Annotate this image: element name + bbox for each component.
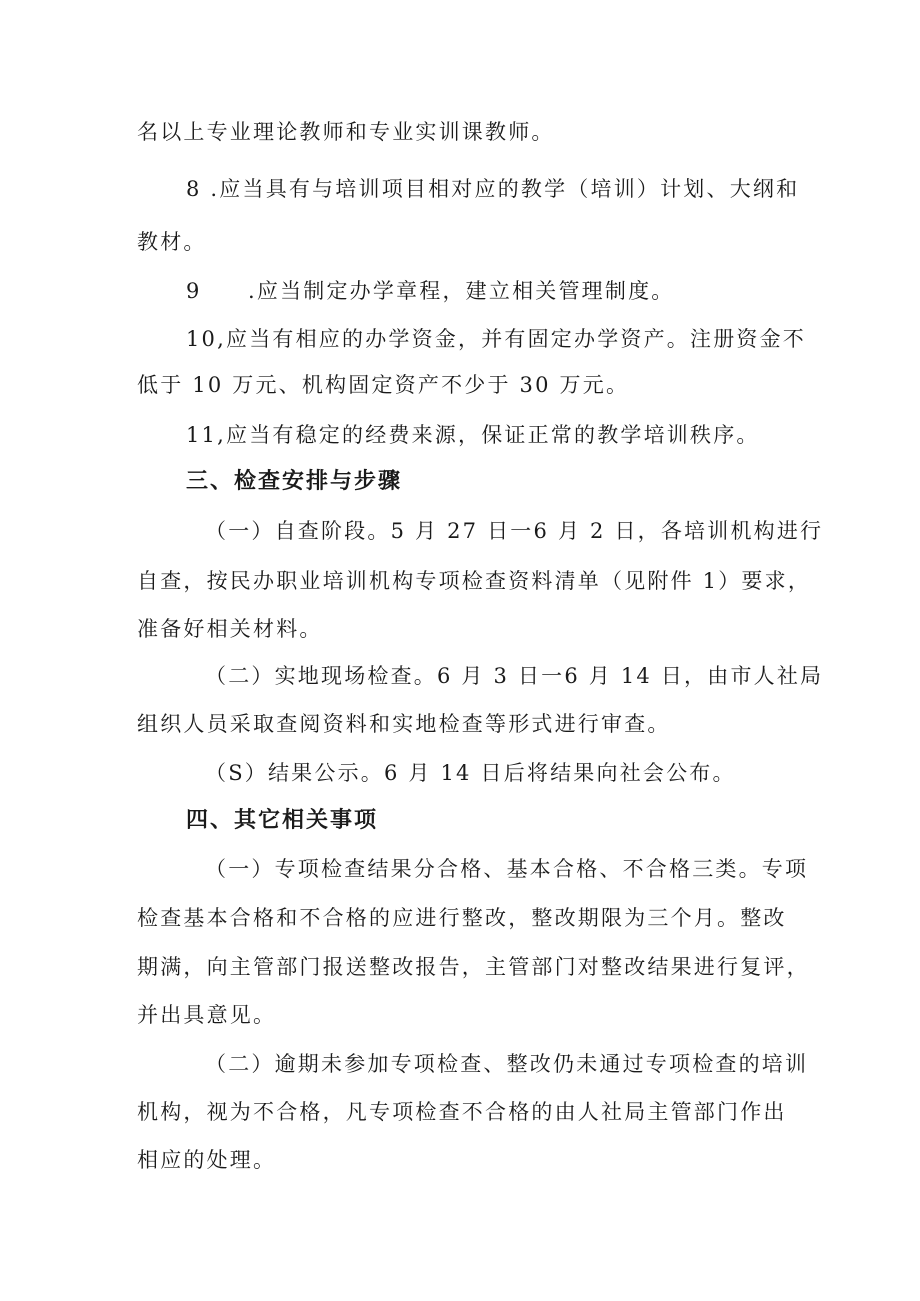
list-item-number: 9 xyxy=(186,279,200,303)
list-item-10: 10,应当有相应的办学资金，并有固定办学资产。注册资金不 xyxy=(186,327,806,351)
list-item-11: 11,应当有稳定的经费来源，保证正常的教学培训秩序。 xyxy=(186,423,760,447)
paragraph-line: 自查，按民办职业培训机构专项检查资料清单（见附件 1）要求， xyxy=(137,569,812,593)
paragraph-line: （一）自查阶段。5 月 27 日一6 月 2 日，各培训机构进行 xyxy=(205,519,824,543)
paragraph-line: 期满，向主管部门报送整改报告，主管部门对整改结果进行复评， xyxy=(137,955,810,979)
paragraph-line: （二）逾期未参加专项检查、整改仍未通过专项检查的培训 xyxy=(205,1052,809,1076)
list-item-8: 8 .应当具有与培训项目相对应的教学（培训）计划、大纲和 xyxy=(186,177,800,201)
paragraph-line: （二）实地现场检查。6 月 3 日一6 月 14 日，由市人社局 xyxy=(205,664,824,688)
text-line: 名以上专业理论教师和专业实训课教师。 xyxy=(137,120,555,144)
paragraph-line: 组织人员采取查阅资料和实地检查等形式进行审查。 xyxy=(137,712,671,736)
text-line: 低于 10 万元、机构固定资产不少于 30 万元。 xyxy=(137,373,630,397)
section-heading-4: 四、其它相关事项 xyxy=(186,808,379,833)
paragraph-line: 检查基本合格和不合格的应进行整改，整改期限为三个月。整改 xyxy=(137,906,787,930)
paragraph-line: 准备好相关材料。 xyxy=(137,617,323,641)
list-item-9 xyxy=(186,276,674,306)
list-item-text: .应当制定办学章程，建立相关管理制度。 xyxy=(248,279,675,303)
paragraph-line: （S）结果公示。6 月 14 日后将结果向社会公布。 xyxy=(205,761,736,785)
paragraph-line: （一）专项检查结果分合格、基本合格、不合格三类。专项 xyxy=(205,857,809,881)
section-heading-3: 三、检查安排与步骤 xyxy=(186,469,403,494)
paragraph-line: 机构，视为不合格，凡专项检查不合格的由人社局主管部门作出 xyxy=(137,1100,787,1124)
paragraph-line: 并出具意见。 xyxy=(137,1003,277,1027)
text-line: 教材。 xyxy=(137,230,207,254)
paragraph-line: 相应的处理。 xyxy=(137,1148,277,1172)
